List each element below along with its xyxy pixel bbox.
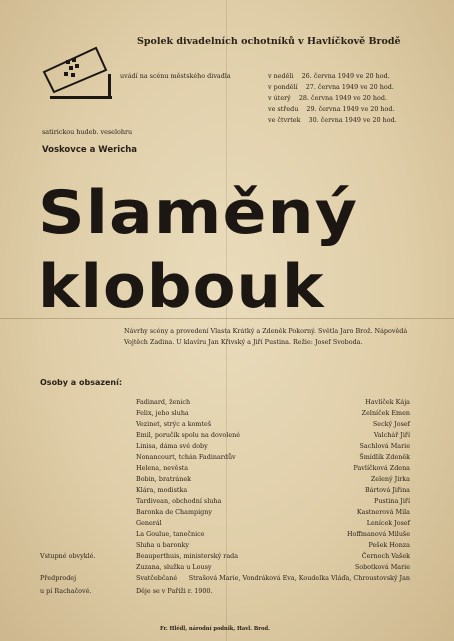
wedding-guests-label: Svatčebčané: [136, 574, 178, 582]
cast-actor: Secký Josef: [372, 420, 410, 428]
cast-role: Zuzana, služka u Lousy: [136, 563, 212, 571]
performance-row: [268, 116, 397, 124]
play-title-line-1: Slaměný: [38, 178, 359, 248]
cast-actor: Černoch Vašek: [361, 552, 410, 560]
performance-date: 29. června 1949 ve 20 hod.: [306, 105, 395, 113]
performance-date: 28. června 1949 ve 20 hod.: [298, 94, 387, 102]
cast-actor: Hoffmanová Miluše: [346, 530, 410, 538]
cast-role: Linisa, dáma své doby: [136, 442, 208, 450]
cast-actor: Pešek Honza: [368, 541, 410, 549]
cast-actor: Sobotková Marie: [354, 563, 410, 571]
cast-role: Vezinet, strýc a komteš: [136, 420, 212, 428]
performance-day: ve čtvrtek: [268, 116, 301, 124]
cast-actor: Šmídlík Zdeněk: [359, 453, 410, 461]
cast-role: Bobin, bratránek: [136, 475, 192, 483]
cast-actor: Pustina Jiří: [374, 497, 410, 505]
theatre-society-logo-icon: [40, 40, 118, 100]
entrance-fee: Vstupné obvyklé.: [40, 552, 96, 560]
performance-day: v neděli: [268, 72, 294, 80]
organization-name: Spolek divadelních ochotníků v Havlíčkově Brodě: [137, 36, 401, 47]
cast-actor: Bártová Jiřina: [364, 486, 410, 494]
cast-heading: Osoby a obsazení:: [40, 378, 123, 387]
play-title-line-2: klobouk: [38, 252, 325, 322]
cast-role: La Goulue, tanečnice: [136, 530, 205, 538]
printer-imprint: Fr. Hlédl, národní podnik, Havl. Brod.: [160, 626, 270, 632]
cast-role: Felix, jeho sluha: [136, 409, 189, 417]
cast-actor: Zelníček Emen: [361, 409, 410, 417]
cast-role: Beauperthuis, ministerský rada: [136, 552, 239, 560]
performance-date: 26. června 1949 ve 20 hod.: [301, 72, 390, 80]
cast-actor: Zelený Jirka: [370, 475, 410, 483]
cast-role: Emil, poručík spolu na dovolené: [136, 431, 240, 439]
cast-role: Fadinard, ženich: [136, 398, 191, 406]
performance-row: [268, 94, 387, 102]
cast-role: Baronka de Champigny: [136, 508, 212, 516]
performance-row: [268, 83, 394, 91]
cast-role: Nonancourt, tchán Fadinardův: [136, 453, 236, 461]
performance-row: [268, 105, 395, 113]
cast-role: Klára, modistka: [136, 486, 188, 494]
production-credits: Návrhy scény a provedení Vlasta Krátký a Zdeněk Pokorný. Světla Jaro Brož. Nápovědá Vojtěch Zadina. U klavíru Jan Křivský a Jiří Pustina. Režie: Josef Svoboda.: [124, 327, 408, 346]
cast-actor: Havlíček Kája: [365, 398, 410, 406]
performance-day: v úterý: [268, 94, 291, 102]
cast-role: Helena, nevěsta: [136, 464, 189, 472]
play-setting: Děje se v Paříži r. 1900.: [136, 587, 213, 595]
play-authors: Voskovce a Wericha: [42, 145, 138, 155]
cast-role: Tardivean, obchodní sluha: [136, 497, 222, 505]
play-subtitle: satirickou hudeb. veselohru: [42, 128, 133, 136]
cast-actor: Pavlíčková Zdena: [353, 464, 410, 472]
cast-role: Sluha u baronky: [136, 541, 190, 549]
cast-actor: Valchář Jiří: [373, 431, 410, 439]
performance-date: 30. června 1949 ve 20 hod.: [308, 116, 397, 124]
performance-day: v pondělí: [268, 83, 298, 91]
presale-line-2: u pí Rachačové.: [40, 587, 92, 595]
performance-date: 27. června 1949 ve 20 hod.: [305, 83, 394, 91]
wedding-guests-actors: Strašová Marie, Vondráková Eva, Koudelka Vláďa, Chroustovský Jan: [188, 574, 410, 582]
presale-line-1: Předprodej: [40, 574, 77, 582]
cast-actor: Kastnerová Mila: [356, 508, 410, 516]
cast-actor: Sachlová Marie: [359, 442, 410, 450]
performance-day: ve středu: [268, 105, 299, 113]
performance-row: [268, 72, 390, 80]
cast-actor: Lenícek Josef: [366, 519, 410, 527]
cast-role: Generál: [136, 519, 162, 527]
performance-intro: uvádí na scénu městského divadla: [120, 72, 231, 80]
